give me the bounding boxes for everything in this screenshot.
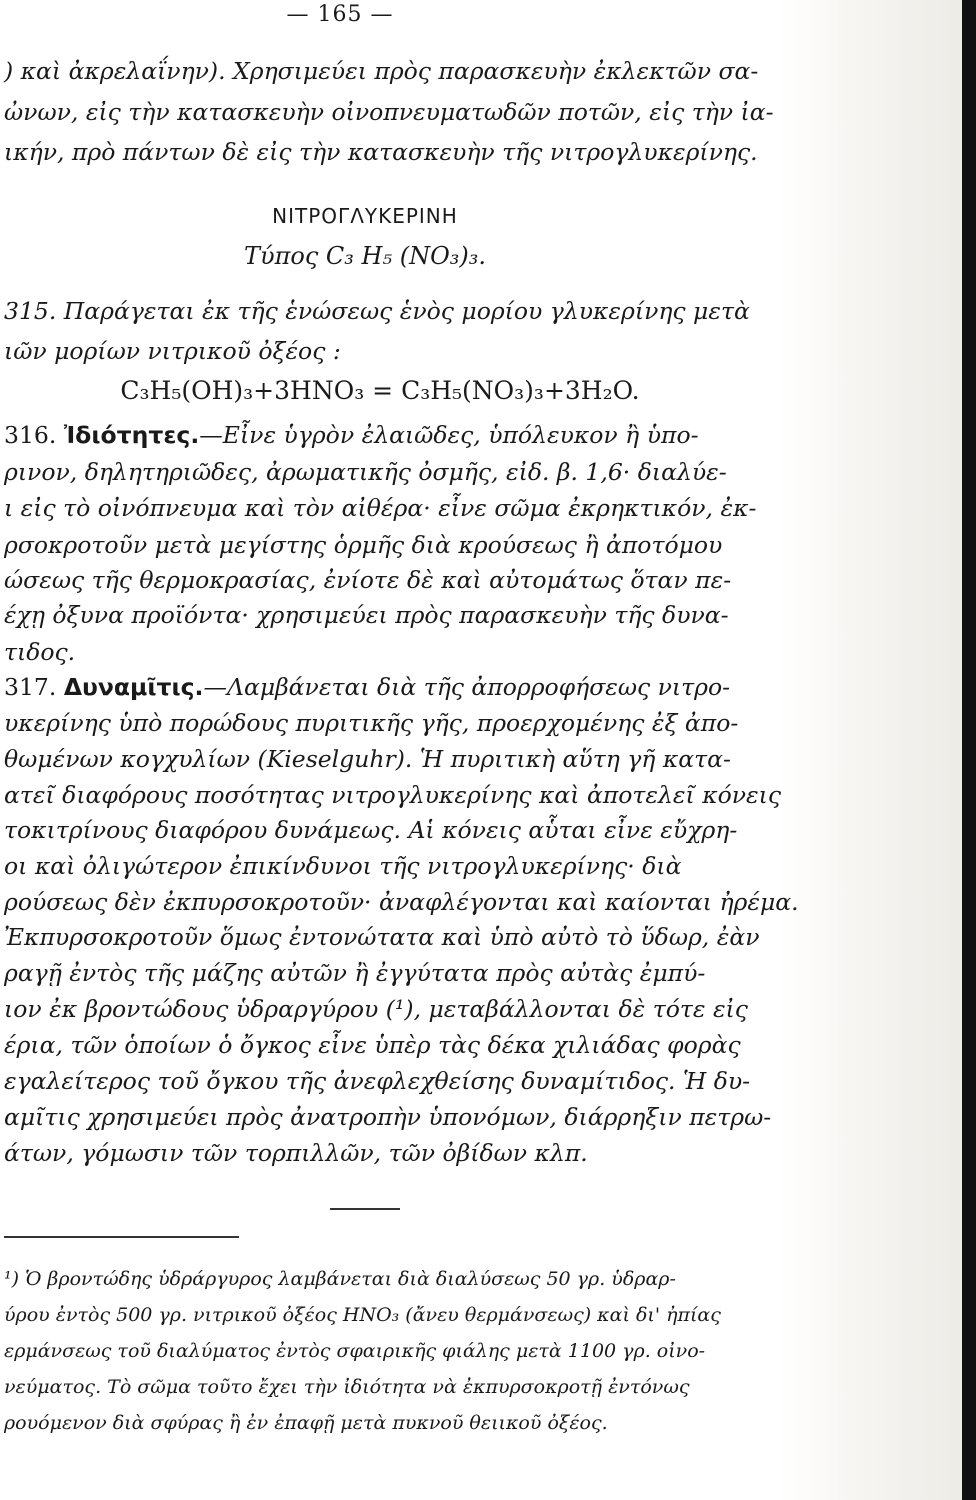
para-316-first-line bbox=[4, 420, 699, 450]
para-315-line: 315. Παράγεται ἐκ τῆς ἑνώσεως ἑνὸς μορίου γλυκερίνης μετὰ bbox=[4, 297, 750, 325]
footnote-line: νεύματος. Τὸ σῶμα τοῦτο ἔχει τὴν ἰδιότητα νὰ ἐκπυρσοκροτῇ ἐντόνως bbox=[4, 1376, 690, 1398]
para-316-line: ι εἰς τὸ οἰνόπνευμα καὶ τὸν αἰθέρα· εἶνε σῶμα ἐκρηκτικόν, ἐκ- bbox=[4, 494, 757, 522]
formula-type: Τύπος C₃ H₅ (NO₃)₃. bbox=[244, 242, 486, 270]
chemical-equation: C₃H₅(OH)₃+3HNO₃ = C₃H₅(NO₃)₃+3H₂O. bbox=[120, 376, 640, 405]
para-316-line: ώσεως τῆς θερμοκρασίας, ἐνίοτε δὲ καὶ αὐτομάτως ὅταν πε- bbox=[4, 566, 732, 594]
para-316-line: ρσοκροτοῦν μετὰ μεγίστης ὁρμῆς διὰ κρούσεως ἢ ἀποτόμου bbox=[4, 531, 723, 559]
intro-line: ικήν, πρὸ πάντων δὲ εἰς τὴν κατασκευὴν τῆς νιτρογλυκερίνης. bbox=[4, 138, 758, 166]
para-317-line: αμῖτις χρησιμεύει πρὸς ἀνατροπὴν ὑπονόμων, διάρρηξιν πετρω- bbox=[4, 1103, 772, 1131]
para-317-line: εγαλείτερος τοῦ ὄγκου τῆς ἀνεφλεχθείσης δυναμίτιδος. Ἡ δυ- bbox=[4, 1067, 751, 1095]
para-317-line: ραγῇ ἐντὸς τῆς μάζης αὐτῶν ἢ ἐγγύτατα πρὸς αὐτὰς ἐμπύ- bbox=[4, 959, 706, 987]
para-317-line: έρια, τῶν ὁποίων ὁ ὄγκος εἶνε ὑπὲρ τὰς δέκα χιλιάδας φορὰς bbox=[4, 1031, 741, 1059]
para-317-first-text: —Λαμβάνεται διὰ τῆς ἀπορροφήσεως νιτρο- bbox=[203, 673, 731, 701]
section-divider bbox=[330, 1208, 400, 1210]
para-317-title: Δυναμῖτις. bbox=[63, 673, 204, 701]
page-margin-shadow bbox=[780, 0, 976, 1500]
para-316-line: έχῃ ὀξυνα προϊόντα· χρησιμεύει πρὸς παρασκευὴν τῆς δυνα- bbox=[4, 601, 729, 629]
footnote-line: ρουόμενον διὰ σφύρας ἢ ἐν ἐπαφῇ μετὰ πυκνοῦ θειικοῦ ὀξέος. bbox=[4, 1412, 608, 1434]
para-317-line: άτων, γόμωσιν τῶν τορπιλλῶν, τῶν ὀβίδων κλπ. bbox=[4, 1139, 588, 1167]
para-316-number: 316. bbox=[4, 421, 57, 449]
para-316-line: τιδος. bbox=[4, 638, 76, 666]
para-317-line: υκερίνης ὑπὸ πορώδους πυριτικῆς γῆς, προερχομένης ἐξ ἀπο- bbox=[4, 709, 739, 737]
para-317-line: οι καὶ ὀλιγώτερον ἐπικίνδυνοι τῆς νιτρογλυκερίνης· διὰ bbox=[4, 852, 682, 880]
para-317-line: ιον ἐκ βροντώδους ὑδραργύρου (¹), μεταβάλλονται δὲ τότε εἰς bbox=[4, 995, 748, 1023]
para-317-line: ατεῖ διαφόρους ποσότητας νιτρογλυκερίνης καὶ ἀποτελεῖ κόνεις bbox=[4, 781, 782, 809]
para-317-line: θωμένων κογχυλίων (Kieselguhr). Ἡ πυριτικὴ αὕτη γῆ κατα- bbox=[4, 745, 731, 773]
para-316-title: Ἰδιότητες. bbox=[63, 421, 200, 449]
para-316-first-text: —Εἶνε ὑγρὸν ἐλαιῶδες, ὑπόλευκον ἢ ὑπο- bbox=[199, 421, 699, 449]
footnote-line: ερμάνσεως τοῦ διαλύματος ἐντὸς σφαιρικῆς φιάλης μετὰ 1100 γρ. οἰνο- bbox=[4, 1340, 706, 1362]
page-number: — 165 — bbox=[286, 2, 394, 27]
para-316-line: ρινον, δηλητηριῶδες, ἀρωματικῆς ὀσμῆς, εἰδ. β. 1,6· διαλύε- bbox=[4, 458, 727, 486]
para-315-line: ιῶν μορίων νιτρικοῦ ὀξέος : bbox=[4, 337, 341, 365]
footnote-line: ¹) Ὁ βροντώδης ὑδράργυρος λαμβάνεται διὰ διαλύσεως 50 γρ. ὑδραρ- bbox=[4, 1268, 676, 1290]
intro-line: ) καὶ ἀκρελαΐνην). Χρησιμεύει πρὸς παρασκευὴν ἐκλεκτῶν σα- bbox=[4, 57, 759, 85]
para-317-line: τοκιτρίνους διαφόρου δυνάμεως. Αἱ κόνεις αὗται εἶνε εὔχρη- bbox=[4, 816, 738, 844]
footnote-line: ύρου ἐντὸς 500 γρ. νιτρικοῦ ὀξέος HNO₃ (ἄνευ θερμάνσεως) καὶ δι' ἠπίας bbox=[4, 1304, 721, 1326]
page-edge bbox=[962, 0, 976, 1500]
para-317-line: ρούσεως δὲν ἐκπυρσοκροτοῦν· ἀναφλέγονται καὶ καίονται ἠρέμα. bbox=[4, 888, 799, 916]
para-317-line: Ἐκπυρσοκροτοῦν ὅμως ἐντονώτατα καὶ ὑπὸ αὐτὸ τὸ ὕδωρ, ἐὰν bbox=[4, 923, 760, 951]
section-heading: ΝΙΤΡΟΓΛΥΚΕΡΙΝΗ bbox=[272, 204, 458, 228]
footnote-rule bbox=[4, 1236, 239, 1238]
intro-line: ὠνων, εἰς τὴν κατασκευὴν οἰνοπνευματωδῶν ποτῶν, εἰς τὴν ἰα- bbox=[4, 98, 774, 126]
para-317-number: 317. bbox=[4, 673, 57, 701]
para-317-first-line bbox=[4, 672, 730, 702]
